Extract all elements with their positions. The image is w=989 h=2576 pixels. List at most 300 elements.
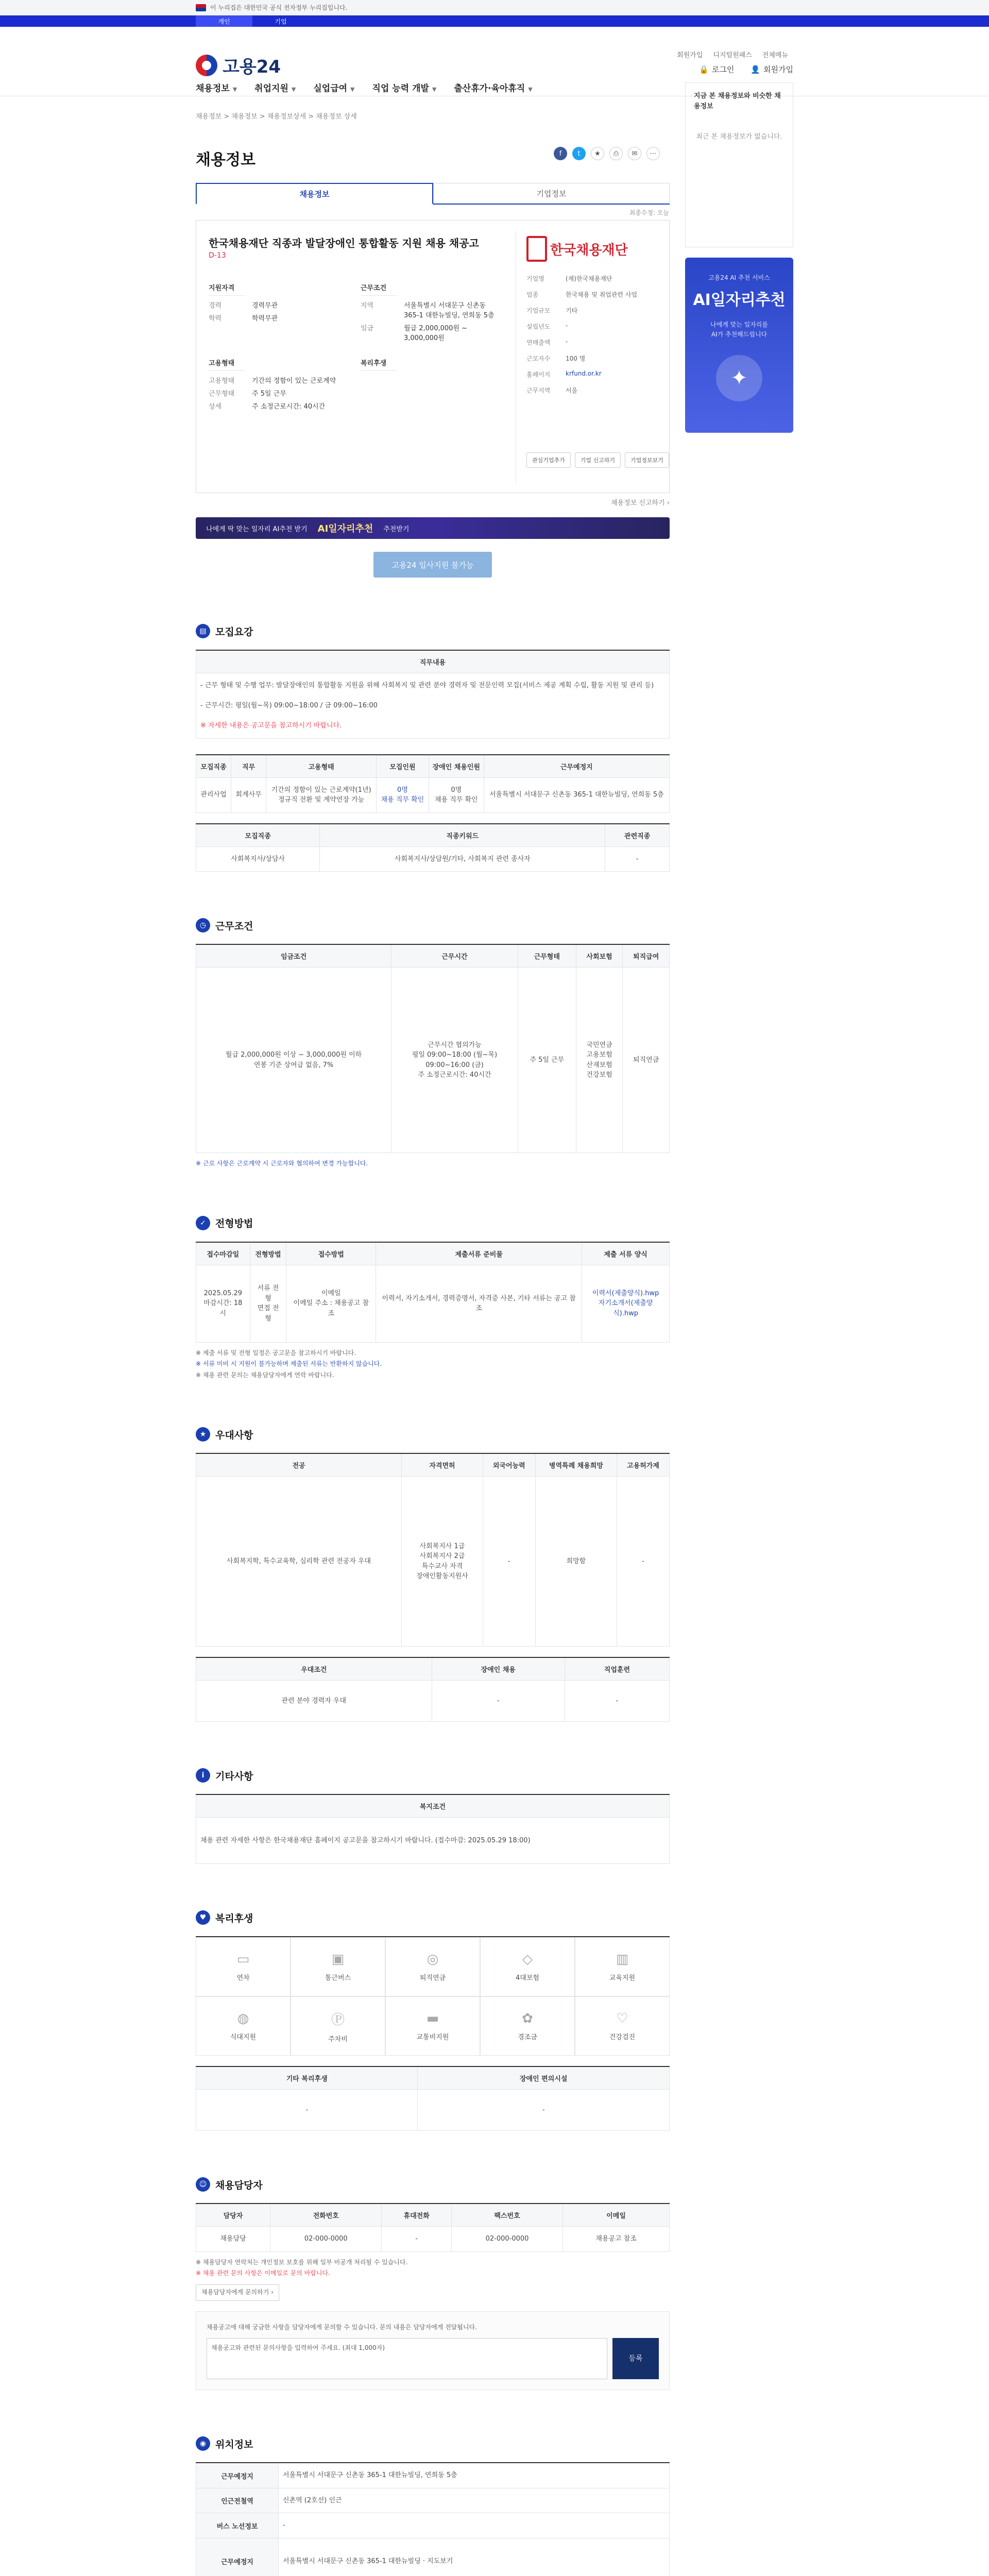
condition-row xyxy=(209,300,345,310)
detail-tabs xyxy=(196,183,670,205)
table-header: 전화번호 xyxy=(270,2204,382,2227)
company-actions xyxy=(526,452,669,468)
table-header: 외국어능력 xyxy=(483,1453,535,1477)
contact-text: 채용공고에 대해 궁금한 사항을 담당자에게 문의할 수 있습니다. 문의 내용은 담당자에게 전달됩니다. xyxy=(207,2323,477,2331)
welfare-label: 연차 xyxy=(236,1974,250,1982)
company-key: 홈페이지 xyxy=(526,371,551,378)
process-table xyxy=(196,1242,670,1343)
gnb-item-benefit[interactable] xyxy=(313,81,354,94)
welfare-item xyxy=(196,1996,291,2056)
table-cell: 퇴직연금 xyxy=(623,968,670,1153)
table-header: 장애인 채용 xyxy=(432,1657,565,1681)
report-company-button[interactable]: 기업 신고하기 xyxy=(575,452,621,468)
ai-recommend-card[interactable] xyxy=(685,258,793,433)
section-title-text: 기타사항 xyxy=(215,1770,253,1782)
table-row xyxy=(196,2090,670,2131)
condition-key: 학력 xyxy=(209,315,222,323)
work-note: ※ 근로 사항은 근로계약 시 근로자와 협의하여 변경 가능합니다. xyxy=(196,1160,368,1167)
breadcrumb: 채용정보 > 채용정보 > 채용정보상세 > 채용정보 상세 xyxy=(196,113,357,121)
table-cell: - xyxy=(196,2090,418,2131)
main-content xyxy=(196,183,670,2576)
section-process xyxy=(196,1216,670,1381)
tab-job-info[interactable]: 채용정보 xyxy=(196,183,433,205)
job-category-table xyxy=(196,823,670,872)
table-row xyxy=(196,846,670,872)
apply-button[interactable]: 고용24 입사지원 불가능 xyxy=(373,552,492,578)
section-title xyxy=(196,1910,670,1925)
condition-value: 서울특별시 서대문구 신촌동 365-1 대한뉴빌딩, 연희동 5층 xyxy=(404,302,494,319)
location-table xyxy=(196,2462,670,2576)
group-heading: 복리후생 xyxy=(361,358,397,371)
condition-row xyxy=(209,375,345,385)
table-header: 장애인 편의시설 xyxy=(418,2066,670,2090)
company-value: 기타 xyxy=(566,307,578,314)
job-summary-card xyxy=(196,209,670,493)
section-recruit xyxy=(196,624,670,872)
condition-row xyxy=(209,401,345,411)
form-download-link[interactable]: 이력서(제출양식).hwp 자기소개서(제출양식).hwp xyxy=(582,1265,670,1342)
condition-value: 학력무관 xyxy=(252,315,278,323)
company-row xyxy=(526,386,665,395)
section-title xyxy=(196,2436,670,2451)
condition-value: 주 소정근로시간: 40시간 xyxy=(252,403,326,411)
facebook-icon[interactable]: f xyxy=(554,147,567,160)
welfare-label: 주차비 xyxy=(328,2035,348,2043)
table-header: 제출 서류 양식 xyxy=(582,1242,670,1265)
note-line: ※ 채용 관련 문의는 채용담당자에게 연락 바랍니다. xyxy=(196,1371,334,1379)
briefcase-icon: ▭ xyxy=(236,1952,250,1968)
table-header: 근무예정지 xyxy=(196,2538,279,2576)
duty-hours: - 근무시간: 평일(월~목) 09:00~18:00 / 금 09:00~16:00 xyxy=(200,702,378,709)
section-title-text: 전형방법 xyxy=(215,1218,253,1230)
parking-icon: Ⓟ xyxy=(331,2012,345,2028)
welfare-grid xyxy=(196,1936,670,2056)
gnb-label: 출산휴가·육아휴직 xyxy=(454,83,525,94)
condition-key: 임금 xyxy=(361,325,374,332)
clock-icon: ◷ xyxy=(196,918,210,933)
star-icon: ★ xyxy=(196,1427,210,1442)
company-logo xyxy=(526,231,665,267)
company-key: 업종 xyxy=(526,291,539,298)
company-key: 연매출액 xyxy=(526,339,551,346)
user-icon: 👤 xyxy=(751,64,761,74)
welfare-item xyxy=(575,1937,670,1996)
section-title xyxy=(196,1216,670,1230)
company-row xyxy=(526,354,665,363)
note-line: ※ 제출 서류 및 전형 일정은 공고문을 참고하시기 바랍니다. xyxy=(196,1349,356,1357)
table-cell: 기간의 정함이 있는 근로계약(1년) 정규직 전환 및 계약연장 가능 xyxy=(266,777,377,812)
login-label: 로그인 xyxy=(711,65,735,74)
welfare-label: 교통비지원 xyxy=(416,2033,449,2042)
gnb-item-leave[interactable] xyxy=(454,81,532,94)
condition-value: 월급 2,000,000원 ~ 3,000,000원 xyxy=(404,325,467,342)
table-row xyxy=(196,2513,670,2538)
gnb-label: 직업 능력 개발 xyxy=(372,83,429,94)
chevron-down-icon: ▼ xyxy=(432,86,437,93)
welfare-label: 퇴직연금 xyxy=(419,1974,446,1982)
info-icon: i xyxy=(196,1768,210,1783)
welfare-label: 교육지원 xyxy=(609,1974,636,1982)
condition-key: 경력 xyxy=(209,302,222,310)
table-cell: - xyxy=(617,1477,670,1647)
add-interest-company-button[interactable]: 관심기업추가 xyxy=(526,452,571,468)
bookmark-icon[interactable]: ★ xyxy=(591,147,604,160)
company-logo-text: 한국채용재단 xyxy=(550,242,628,258)
gnb-item-support[interactable] xyxy=(254,81,296,94)
section-title-text: 위치정보 xyxy=(215,2438,253,2450)
table-header: 직업훈련 xyxy=(565,1657,669,1681)
company-key: 설립년도 xyxy=(526,323,551,330)
table-row xyxy=(196,2463,670,2488)
table-header: 접수방법 xyxy=(286,1242,376,1265)
recruit-table xyxy=(196,754,670,813)
welfare-item xyxy=(196,1937,291,1996)
welfare-item xyxy=(291,1937,385,1996)
table-header: 퇴직급여 xyxy=(623,944,670,968)
korea-flag-icon xyxy=(196,4,206,11)
company-value: - xyxy=(566,322,568,329)
welfare-label: 건강검진 xyxy=(609,2033,636,2042)
person-icon: ☺ xyxy=(196,2177,210,2192)
gnb-item-training[interactable] xyxy=(372,81,437,94)
table-cell: 국민연금 고용보험 산재보험 건강보험 xyxy=(576,968,623,1153)
company-row xyxy=(526,274,665,283)
table-cell: - xyxy=(605,846,670,872)
table-cell: - xyxy=(432,1681,565,1722)
condition-value: 경력무관 xyxy=(252,302,278,310)
company-key: 근무지역 xyxy=(526,387,551,394)
table-header: 담당자 xyxy=(196,2204,270,2227)
welfare-item xyxy=(291,1996,385,2056)
other-table xyxy=(196,1794,670,1864)
banner-lead: 나에게 딱 맞는 일자리 AI추천 받기 xyxy=(206,525,308,533)
robot-icon: ✦ xyxy=(716,355,762,401)
tab-individual[interactable]: 개인 xyxy=(196,15,252,27)
company-value: (재)한국채용재단 xyxy=(566,275,612,282)
duty-text: - 근무 형태 및 수행 업무: 발달장애인의 통합활동 지원을 위해 사회복지 및 관련 분야 경력자 및 전문인력 모집(서비스 제공 계획 수립, 활동 지원 및 관리 등) xyxy=(200,682,654,689)
welfare-label: 통근버스 xyxy=(325,1974,351,1982)
table-cell: 주 5일 근무 xyxy=(518,968,576,1153)
site-logo[interactable] xyxy=(196,53,281,78)
table-cell: 채용공고 참조 xyxy=(563,2227,670,2252)
company-key: 기업명 xyxy=(526,275,544,282)
gov-banner xyxy=(0,0,989,15)
company-value: 서울 xyxy=(566,387,578,394)
section-title xyxy=(196,1768,670,1783)
right-sidebar xyxy=(685,82,793,433)
table-row xyxy=(196,1477,670,1647)
condition-row xyxy=(361,323,497,342)
table-header: 인근전철역 xyxy=(196,2488,279,2513)
chevron-down-icon: ▼ xyxy=(291,86,296,93)
view-company-button[interactable]: 기업정보보기 xyxy=(625,452,669,468)
logo-icon xyxy=(196,55,217,76)
meal-icon: ◍ xyxy=(237,2011,249,2027)
share-toolbar xyxy=(554,147,660,160)
table-header: 기타 복리후생 xyxy=(196,2066,418,2090)
table-cell: 회계사무 xyxy=(231,777,266,812)
util-link-onepass[interactable]: 디지털원패스 xyxy=(713,52,752,59)
table-row xyxy=(196,968,670,1153)
ai-card-subtitle: 고용24 AI 추천 서비스 xyxy=(708,274,770,281)
table-header: 근무예정지 xyxy=(196,2463,279,2488)
section-title-text: 복리후생 xyxy=(215,1912,253,1924)
contact-row xyxy=(207,2338,659,2379)
welfare-item xyxy=(480,1937,575,1996)
gov-banner-text: 이 누리집은 대한민국 공식 전자정부 누리집입니다. xyxy=(210,4,348,11)
group-heading: 지원자격 xyxy=(209,282,245,296)
note-line: ※ 서류 미비 시 지원이 불가능하며 제출된 서류는 반환하지 않습니다. xyxy=(196,1360,382,1368)
table-cell: - xyxy=(418,2090,670,2131)
condition-value: 기간의 정함이 있는 근로계약 xyxy=(252,377,336,385)
account-links xyxy=(699,64,793,75)
login-button[interactable] xyxy=(699,64,734,75)
section-title xyxy=(196,624,670,638)
other-text: 채용 관련 자세한 사항은 한국채용재단 홈페이지 공고문을 참고하시기 바랍니다. (접수마감: 2025.05.29 18:00) xyxy=(196,1818,670,1864)
contact-form xyxy=(196,2311,670,2391)
similar-jobs-panel xyxy=(685,82,793,247)
table-header: 모집직종 xyxy=(196,824,320,847)
condition-key: 지역 xyxy=(361,302,374,310)
table-row xyxy=(196,777,670,812)
table-header: 고용허가제 xyxy=(617,1453,670,1477)
table-cell: 0명 채용 직무 확인 xyxy=(429,777,484,812)
gnb-label: 취업지원 xyxy=(254,83,288,94)
table-cell: 02-000-0000 xyxy=(270,2227,382,2252)
page-title: 채용정보 xyxy=(196,151,255,169)
section-title-text: 채용담당자 xyxy=(215,2179,263,2191)
table-header: 전공 xyxy=(196,1453,402,1477)
note-line: ※ 채용 관련 문의 사항은 이메일로 문의 바랍니다. xyxy=(196,2269,330,2277)
table-cell: 2025.05.29 마감시간: 18시 xyxy=(196,1265,250,1342)
table-cell: 사회복지사/상담원/기타, 사회복지 관련 종사자 xyxy=(320,846,605,872)
print-icon[interactable]: ⎙ xyxy=(609,147,623,160)
table-cell[interactable]: 0명 채용 직무 확인 xyxy=(376,777,429,812)
table-row xyxy=(196,1265,670,1342)
job-conditions xyxy=(209,282,497,414)
company-homepage-link[interactable]: krfund.or.kr xyxy=(566,370,602,377)
table-cell: 희망함 xyxy=(535,1477,617,1647)
table-header: 병역특례 채용희망 xyxy=(535,1453,617,1477)
signup-label: 회원가입 xyxy=(763,65,793,74)
piggy-icon: ◎ xyxy=(427,1952,439,1968)
company-row xyxy=(526,322,665,331)
company-key: 근로자수 xyxy=(526,355,551,362)
condition-key: 고용형태 xyxy=(209,377,235,385)
more-icon[interactable]: ⋯ xyxy=(646,147,660,160)
tab-company-info[interactable]: 기업정보 xyxy=(433,183,670,204)
table-cell: 서류 전형 면접 전형 xyxy=(250,1265,286,1342)
table-cell: 이메일 이메일 주소 : 채용공고 참조 xyxy=(286,1265,376,1342)
table-header: 고용형태 xyxy=(266,755,377,778)
duty-cell xyxy=(196,673,670,739)
company-value: - xyxy=(566,338,568,345)
section-preference xyxy=(196,1427,670,1722)
section-title xyxy=(196,1427,670,1442)
company-key: 기업규모 xyxy=(526,307,551,314)
table-cell: - xyxy=(382,2227,452,2252)
section-other xyxy=(196,1768,670,1864)
table-cell: 채용담당 xyxy=(196,2227,270,2252)
book-icon: ▥ xyxy=(616,1952,629,1968)
table-header: 우대조건 xyxy=(196,1657,432,1681)
company-row xyxy=(526,306,665,315)
gift-icon: ♥ xyxy=(196,1910,210,1925)
section-title xyxy=(196,2177,670,2192)
company-logo-icon xyxy=(526,236,547,262)
group-welfare xyxy=(361,358,497,414)
banner-cta: 추천받기 xyxy=(383,525,410,533)
table-header: 근무예정지 xyxy=(484,755,669,778)
preference-table xyxy=(196,1453,670,1647)
ai-card-desc: 나에게 맞는 일자리를 AI가 추천해드립니다 xyxy=(710,321,768,338)
group-work-condition xyxy=(361,282,497,345)
work-table xyxy=(196,944,670,1153)
note-line: ※ 채용담당자 연락처는 개인정보 보호를 위해 일부 비공개 처리될 수 있습니다. xyxy=(196,2258,408,2266)
table-cell[interactable]: 서울특별시 서대문구 신촌동 365-1 대한뉴빌딩 · 지도보기 xyxy=(279,2538,670,2576)
group-employment-type xyxy=(209,358,345,414)
group-heading: 근무조건 xyxy=(361,282,397,296)
mail-icon[interactable]: ✉ xyxy=(628,147,641,160)
car-icon: ▬ xyxy=(426,2011,439,2027)
table-row xyxy=(196,2538,670,2576)
section-title xyxy=(196,918,670,933)
welfare-label: 식대지원 xyxy=(230,2033,257,2042)
table-row xyxy=(196,2227,670,2252)
ai-card-title: AI일자리추천 xyxy=(693,291,786,309)
table-cell: 근무시간 협의가능 평일 09:00~18:00 (월~목) 09:00~16:00 (금) 주 소정근로시간: 40시간 xyxy=(391,968,518,1153)
table-cell: 사회복지사 1급 사회복지사 2급 특수교사 자격 장애인활동지원사 xyxy=(402,1477,483,1647)
global-nav xyxy=(196,81,533,94)
twitter-icon[interactable]: t xyxy=(572,147,586,160)
chevron-down-icon: ▼ xyxy=(528,86,533,93)
company-row xyxy=(526,338,665,347)
table-header: 근무시간 xyxy=(391,944,518,968)
welfare-item xyxy=(480,1996,575,2056)
table-header: 관련직종 xyxy=(605,824,670,847)
document-icon: ▤ xyxy=(196,624,210,638)
table-header: 직종키워드 xyxy=(320,824,605,847)
section-title-text: 근무조건 xyxy=(215,920,253,932)
heart-icon: ♡ xyxy=(616,2011,628,2027)
tab-company[interactable]: 기업 xyxy=(275,18,287,25)
group-heading: 고용형태 xyxy=(209,358,245,371)
table-cell: 신촌역 (2호선) 인근 xyxy=(279,2488,670,2513)
table-cell: 서울특별시 서대문구 신촌동 365-1 대한뉴빌딩, 연희동 5층 xyxy=(484,777,669,812)
table-header: 전형방법 xyxy=(250,1242,286,1265)
table-cell: 사회복지학, 특수교육학, 심리학 관련 전공자 우대 xyxy=(196,1477,402,1647)
section-welfare xyxy=(196,1910,670,2131)
table-cell: - xyxy=(483,1477,535,1647)
section-manager xyxy=(196,2177,670,2390)
util-link-allmenu[interactable]: 전체메뉴 xyxy=(762,52,788,59)
duty-table xyxy=(196,650,670,739)
section-work xyxy=(196,918,670,1170)
table-cell: 사회복지사/상담사 xyxy=(196,846,320,872)
dday-badge: D-13 xyxy=(209,251,226,260)
table-cell: 02-000-0000 xyxy=(451,2227,562,2252)
condition-key: 근무형태 xyxy=(209,390,235,398)
condition-row xyxy=(209,388,345,398)
site-header xyxy=(0,27,989,96)
table-header: 버스 노선정보 xyxy=(196,2513,279,2538)
panel-empty-text: 최근 본 채용정보가 없습니다. xyxy=(696,133,782,141)
table-cell: - xyxy=(279,2513,670,2538)
table-header: 모집직종 xyxy=(196,755,231,778)
manager-contact-link[interactable]: 채용담당자에게 문의하기 › xyxy=(196,2284,279,2301)
section-location xyxy=(196,2436,670,2576)
table-cell: - xyxy=(565,1681,669,1722)
table-cell: 월급 2,000,000원 이상 ~ 3,000,000원 이하 연봉 기준 상여급 없음, 7% xyxy=(196,968,391,1153)
company-panel xyxy=(516,231,665,483)
manager-table xyxy=(196,2203,670,2252)
panel-title: 지금 본 채용정보와 비슷한 채용정보 xyxy=(694,92,781,110)
table-cell: 관리사업 xyxy=(196,777,231,812)
company-value: 한국채용 및 취업관련 사업 xyxy=(566,291,637,298)
table-header: 장애인 채용인원 xyxy=(429,755,484,778)
gnb-label: 채용정보 xyxy=(196,83,230,94)
user-type-tabs xyxy=(0,15,989,27)
welfare-item xyxy=(385,1996,480,2056)
table-header: 이메일 xyxy=(563,2204,670,2227)
process-notes xyxy=(196,1348,670,1381)
report-job-link[interactable]: 채용정보 신고하기 › xyxy=(611,499,670,507)
table-header: 모집인원 xyxy=(376,755,429,778)
util-link-signup[interactable]: 회원가입 xyxy=(677,52,703,59)
welfare-label: 4대보험 xyxy=(516,1974,539,1982)
job-title: 한국채용재단 직종과 발달장애인 통합활동 지원 채용 채공고 xyxy=(209,237,479,249)
ai-recommend-banner[interactable] xyxy=(196,517,670,539)
table-header: 직무 xyxy=(231,755,266,778)
condition-value: 주 5일 근무 xyxy=(252,390,286,398)
gnb-item-jobs[interactable] xyxy=(196,81,237,94)
table-header: 근무형태 xyxy=(518,944,576,968)
welfare-extra-table xyxy=(196,2066,670,2131)
table-header: 복지조건 xyxy=(196,1794,670,1818)
contact-submit-button[interactable]: 등록 xyxy=(612,2338,659,2379)
chevron-down-icon: ▼ xyxy=(232,86,237,93)
lock-icon: 🔒 xyxy=(699,64,709,74)
table-header: 사회보험 xyxy=(576,944,623,968)
group-qualification xyxy=(209,282,345,345)
table-cell: 이력서, 자기소개서, 경력증명서, 자격증 사본, 기타 서류는 공고 참조 xyxy=(376,1265,582,1342)
welfare-item xyxy=(385,1937,480,1996)
logo-text: 고용24 xyxy=(223,57,281,77)
condition-row xyxy=(209,313,345,323)
table-header: 임금조건 xyxy=(196,944,391,968)
signup-button[interactable] xyxy=(751,64,793,75)
table-row xyxy=(196,2488,670,2513)
table-cell: 서울특별시 서대문구 신촌동 365-1 대한뉴빌딩, 연희동 5층 xyxy=(279,2463,670,2488)
checklist-icon: ✓ xyxy=(196,1216,210,1230)
utility-links xyxy=(677,49,788,59)
duty-note: ※ 자세한 내용은 공고문을 참고하시기 바랍니다. xyxy=(200,722,342,730)
company-row xyxy=(526,290,665,299)
company-value: 100 명 xyxy=(566,355,586,362)
welfare-item xyxy=(575,1996,670,2056)
banner-title: AI일자리추천 xyxy=(317,523,373,534)
table-header: 팩스번호 xyxy=(451,2204,562,2227)
table-header: 접수마감일 xyxy=(196,1242,250,1265)
table-header: 제출서류 준비물 xyxy=(376,1242,582,1265)
map-pin-icon: ◉ xyxy=(196,2436,210,2451)
contact-textarea[interactable]: 채용공고와 관련된 문의사항을 입력하여 주세요. (최대 1,000자) xyxy=(207,2338,607,2379)
condition-row xyxy=(361,300,497,319)
condition-key: 상세 xyxy=(209,403,222,411)
section-title-text: 우대사항 xyxy=(215,1429,253,1441)
manager-notes xyxy=(196,2257,670,2279)
preference-table-2 xyxy=(196,1657,670,1722)
